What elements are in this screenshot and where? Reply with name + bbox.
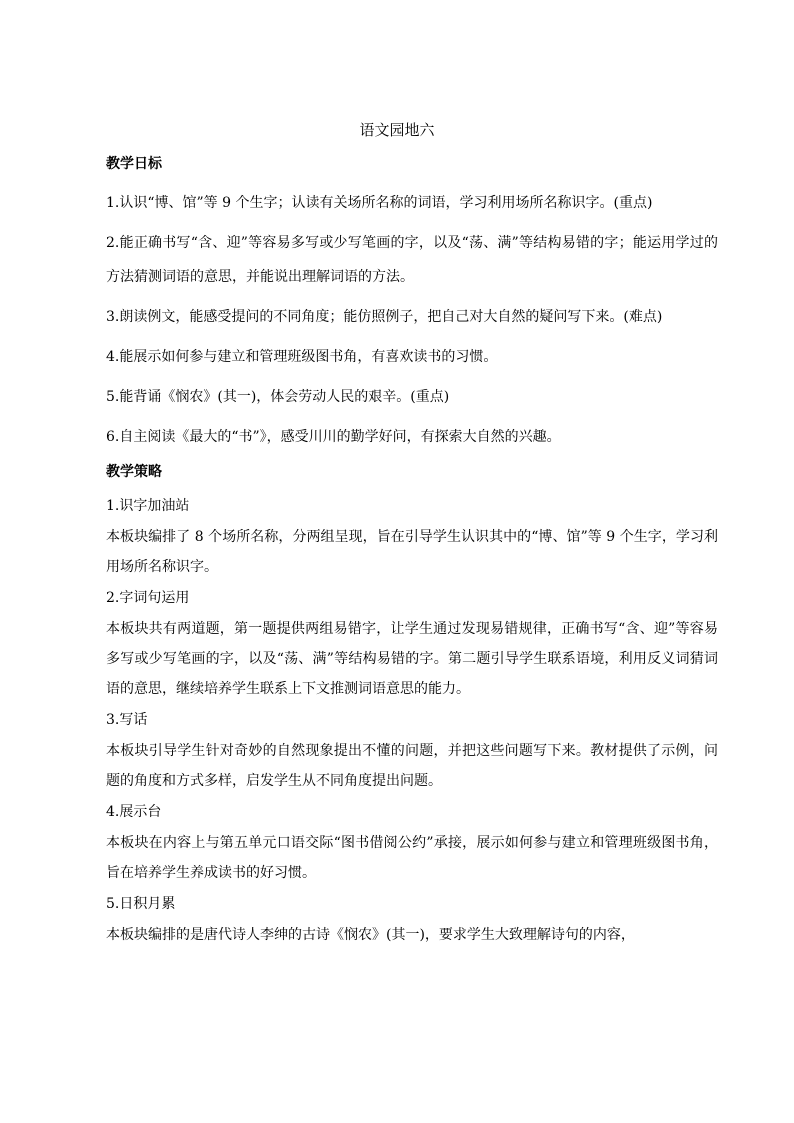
goal-item: 3.朗读例文，能感受提问的不同角度；能仿照例子，把自己对大自然的疑问写下来。(难点) xyxy=(106,309,663,325)
strategy-text: 本板块编排了 8 个场所名称，分两组呈现，旨在引导学生认识其中的“博、馆”等 9 个生字，学习利用场所名称识字。 xyxy=(106,529,718,575)
strategy-text: 本板块编排的是唐代诗人李绅的古诗《悯农》(其一)，要求学生大致理解诗句的内容， xyxy=(106,927,635,943)
strategy-title: 3.写话 xyxy=(106,712,148,728)
strategy-text: 本板块共有两道题，第一题提供两组易错字，让学生通过发现易错规律，正确书写“含、迎”等容易多写或少写笔画的字，以及“荡、满”等结构易错的字。第二题引导学生联系语境，利用反义词猜词语的意思，继续培养学生联系上下文推测词语意思的能力。 xyxy=(106,621,718,697)
strategy-title: 2.字词句运用 xyxy=(106,590,190,606)
section-heading-goals: 教学日标 xyxy=(106,156,162,172)
goal-item: 2.能正确书写“含、迎”等容易多写或少写笔画的字，以及“荡、满”等结构易错的字；能运用学过的方法猜测词语的意思，并能说出理解词语的方法。 xyxy=(106,235,718,285)
strategy-title: 5.日积月累 xyxy=(106,896,176,912)
strategy-title: 4.展示台 xyxy=(106,804,162,820)
goal-item: 5.能背诵《悯农》(其一)，体会劳动人民的艰辛。(重点) xyxy=(106,389,450,405)
strategy-text: 本板块在内容上与第五单元口语交际“图书借阅公约”承接，展示如何参与建立和管理班级图书角，旨在培养学生养成读书的好习惯。 xyxy=(106,835,718,881)
section-heading-strategies: 教学策略 xyxy=(106,464,162,480)
document-body xyxy=(106,152,718,954)
goal-item: 6.自主阅读《最大的“书”》，感受川川的勤学好问，有探索大自然的兴趣。 xyxy=(106,429,561,445)
strategy-title: 1.识字加油站 xyxy=(106,498,190,514)
goal-item: 1.认识“博、馆”等 9 个生字；认读有关场所名称的词语，学习利用场所名称识字。(重点) xyxy=(106,195,653,211)
strategy-text: 本板块引导学生针对奇妙的自然现象提出不懂的问题，并把这些问题写下来。教材提供了示例，问题的角度和方式多样，启发学生从不同角度提出问题。 xyxy=(106,743,718,789)
document-title: 语文园地六 xyxy=(359,121,435,139)
goal-item: 4.能展示如何参与建立和管理班级图书角，有喜欢读书的习惯。 xyxy=(106,349,498,365)
